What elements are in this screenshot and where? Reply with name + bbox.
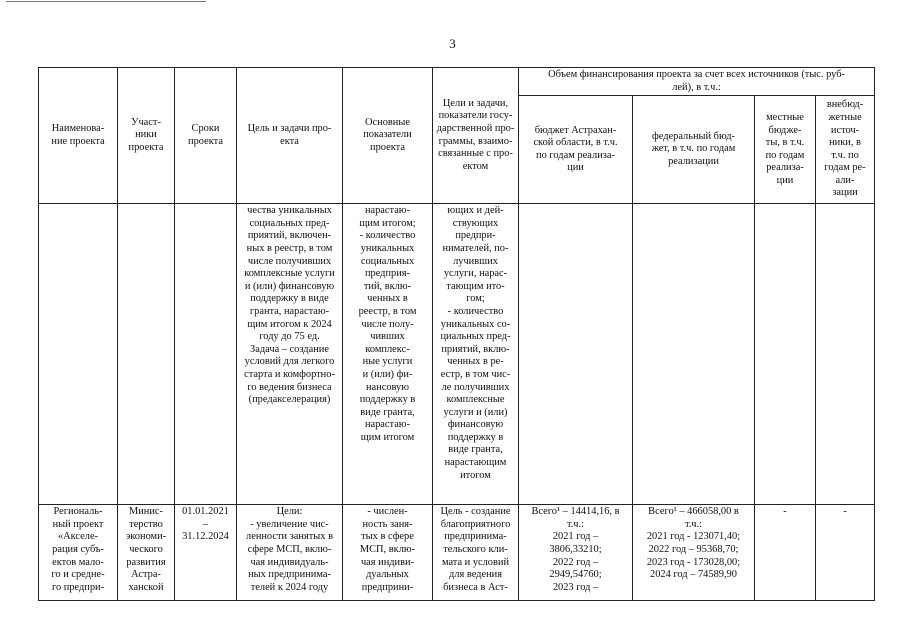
header-dates: Сроки проекта [175,68,237,204]
cell-project-name: Региональ- ный проект «Акселе- рация субъ- ектов мало- го и средне- го предпри- [39,505,118,601]
header-participants: Участ- ники проекта [118,68,175,204]
cell-dates: 01.01.2021 – 31.12.2024 [175,505,237,601]
cell-empty [633,204,755,505]
header-program-goals: Цели и задачи, показатели госу- дарственной про- граммы, взаимо- связанные с про- ектом [433,68,519,204]
cell-empty [118,204,175,505]
header-regional-budget: бюджет Астрахан- ской области, в т.ч. по годам реализа- ции [519,96,633,204]
header-extra-budget: внебюд- жетные источ- ники, в т.ч. по годам ре- али- зации [816,96,875,204]
header-goal: Цель и задачи про- екта [237,68,343,204]
cell-local-budget: - [755,505,816,601]
cell-program-goals: Цель - создание благоприятного предпринима- тельского кли- мата и условий для ведения бизнеса в Аст- [433,505,519,601]
cell-indicators: - числен- ность заня- тых в сфере МСП, вклю- чая индиви- дуальных предприни- [343,505,433,601]
table-row-project [39,505,875,601]
cell-goal: чества уникальных социальных пред- приятий, включен- ных в реестр, в том числе получивших комплексные услуги и (или) финансовую поддержку в виде гранта, нарастаю- щим итогом к 2024 году до 75 ед. Задача – создание условий для легкого старта и комфортно- го ведения бизнеса (предакселерация) [237,204,343,505]
project-table [38,67,875,601]
header-project-name: Наименова- ние проекта [39,68,118,204]
header-rule [6,1,206,2]
header-local-budget: местные бюдже- ты, в т.ч. по годам реализа- ции [755,96,816,204]
cell-extra-budget: - [816,505,875,601]
header-federal-budget: федеральный бюд- жет, в т.ч. по годам реализации [633,96,755,204]
page-number: 3 [449,36,456,51]
cell-empty [175,204,237,505]
cell-empty [755,204,816,505]
cell-empty [519,204,633,505]
cell-empty [816,204,875,505]
header-funding: Объем финансирования проекта за счет всех источников (тыс. руб- лей), в т.ч.: [519,68,875,96]
cell-goal: Цели: - увеличение чис- ленности занятых в сфере МСП, вклю- чая индивидуаль- ных предпринима- телей к 2024 году [237,505,343,601]
cell-federal-budget: Всего¹ – 466058,00 в т.ч.: 2021 год - 123071,40; 2022 год – 95368,70; 2023 год - 173028,00; 2024 год – 74589,90 [633,505,755,601]
cell-participants: Минис- терство экономи- ческого развития Астра- ханской [118,505,175,601]
header-indicators: Основные показатели проекта [343,68,433,204]
table-row-continuation [39,204,875,505]
cell-empty [39,204,118,505]
cell-program-goals: ющих и дей- ствующих предпри- нимателей, по- лучивших услуги, нарас- тающим ито- гом; - количество уникальных со- циальных пред- приятий, вклю- ченных в ре- естр, в том чис- ле получивших комплексные услуги и (или) финансовую поддержку в виде гранта, нарастающим итогом [433,204,519,505]
cell-regional-budget: Всего¹ – 14414,16, в т.ч.: 2021 год – 3806,33210; 2022 год – 2949,54760; 2023 год – [519,505,633,601]
cell-indicators: нарастаю- щим итогом; - количество уникальных социальных предприя- тий, вклю- ченных в реестр, в том числе полу- чивших комплекс- ные услуги и (или) фи- нансовую поддержку в виде гранта, нарастаю- щим итогом [343,204,433,505]
